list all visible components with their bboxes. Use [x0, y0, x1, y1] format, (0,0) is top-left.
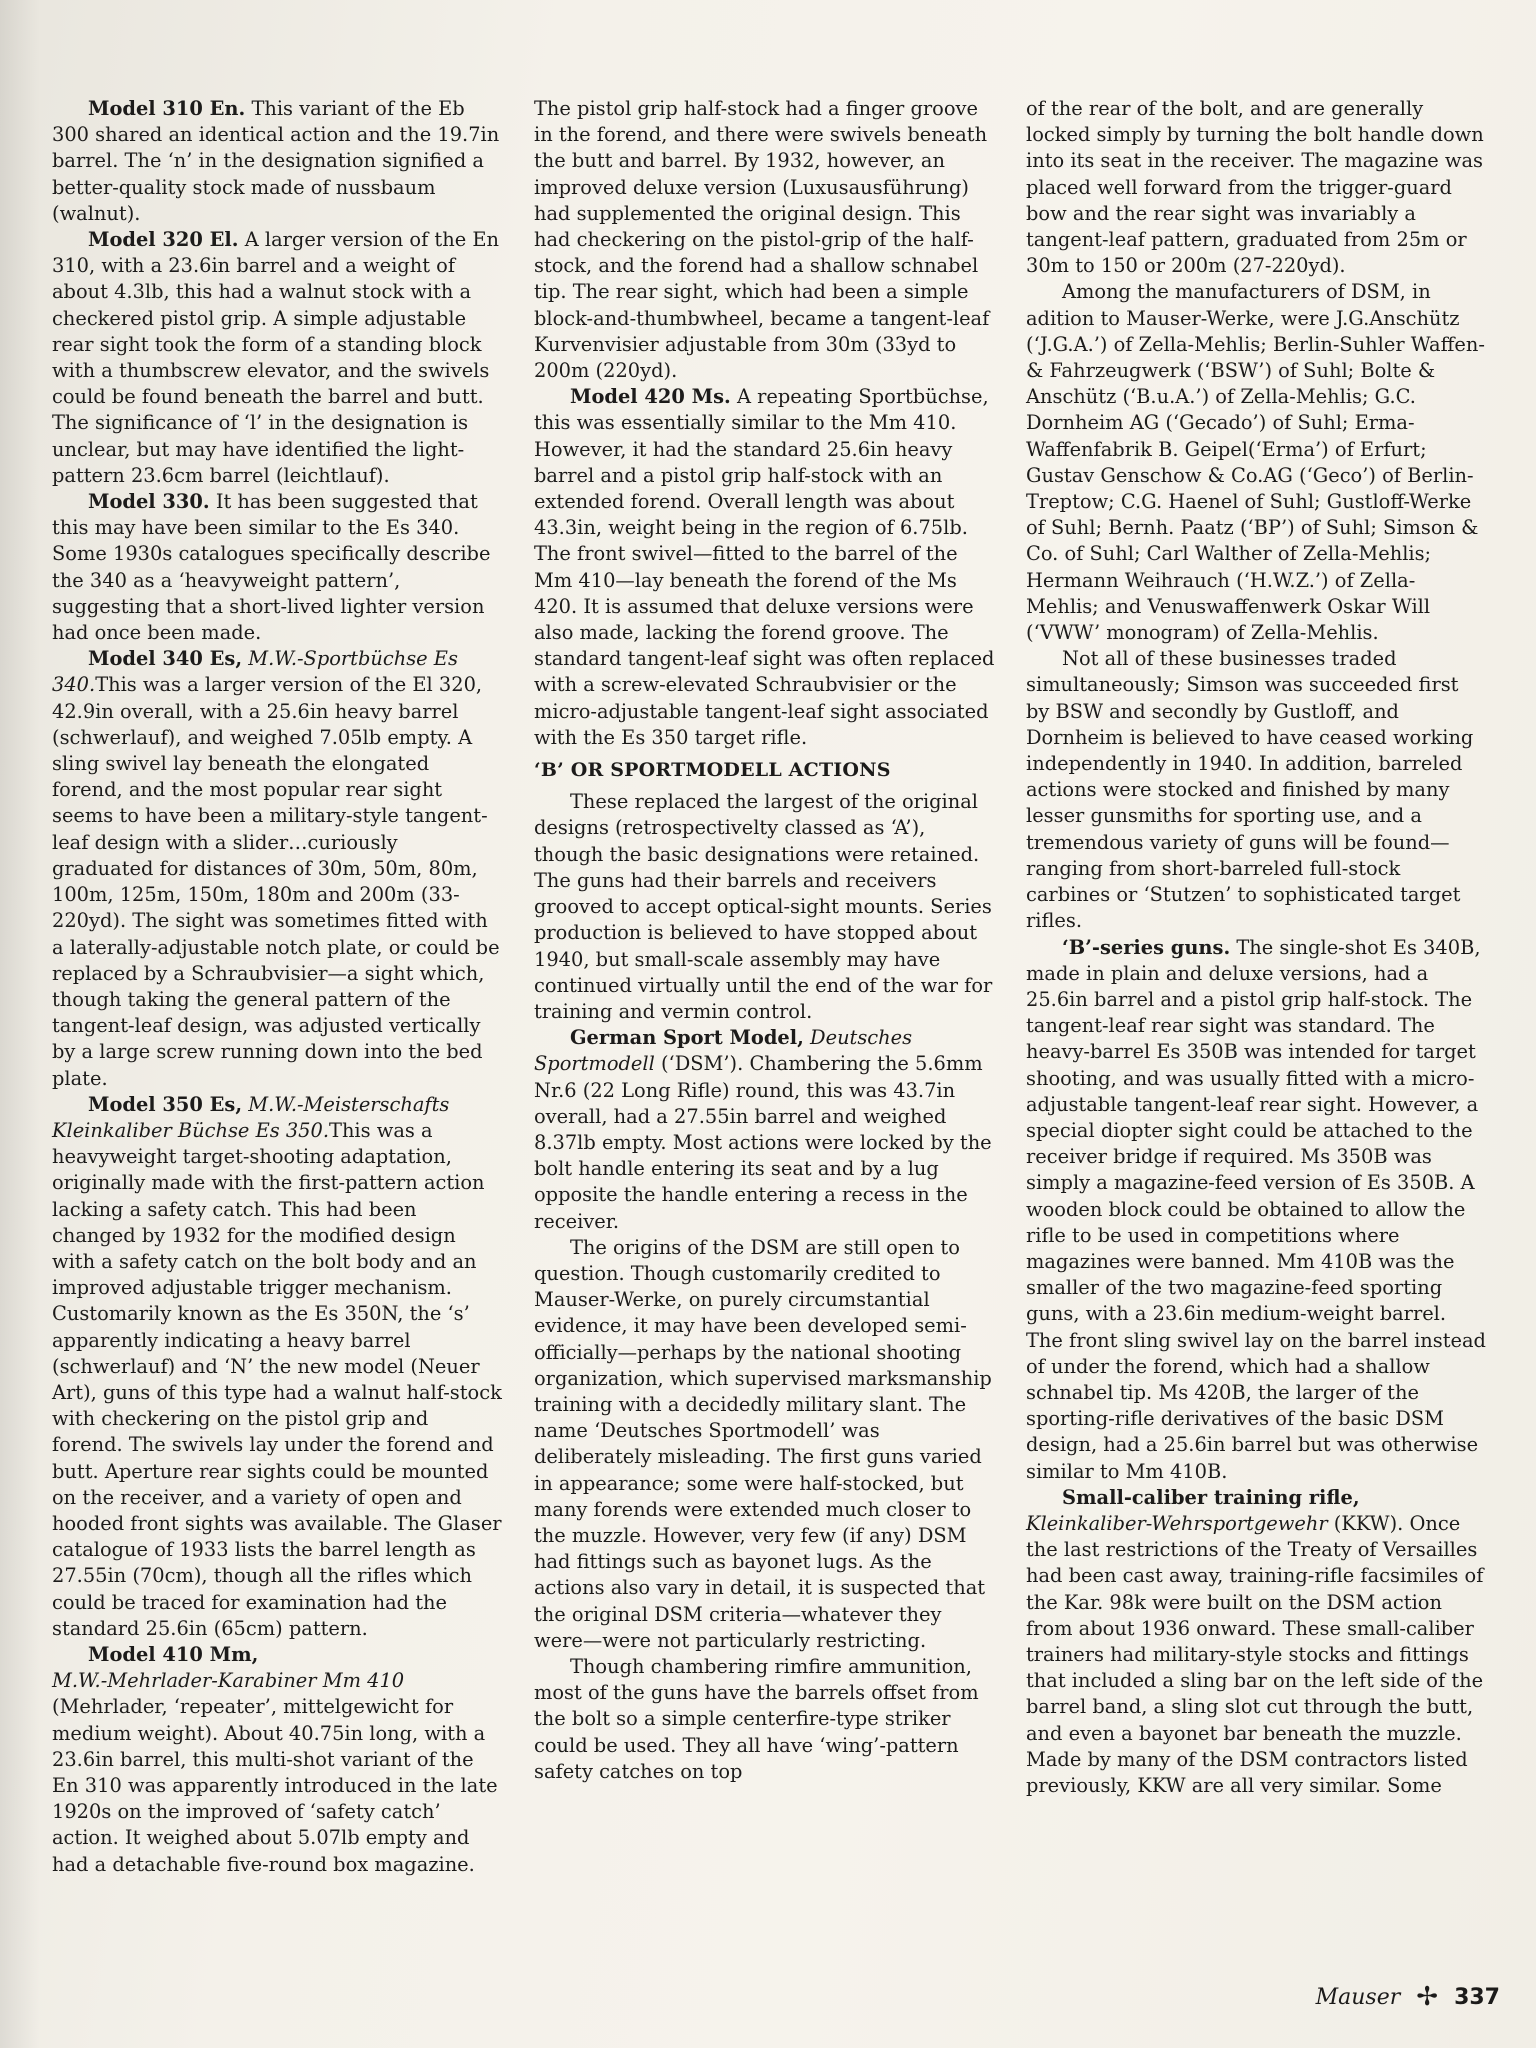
entry-kkw	[1026, 1485, 1486, 1799]
entry-heading: Model 310 En.	[88, 97, 246, 120]
page-footer	[1316, 1982, 1500, 2012]
entry-text: A larger version of the En 310, with a 23.6in barrel and a weight of about 4.3lb, this had a walnut stock with a checkered pistol grip. A simple adjustable rear sight took the form of a standing block with a thumbscrew elevator, and the swivels could be found beneath the barrel and butt. The significance of ‘l’ in the designation is unclear, but may have identified the light-pattern 23.6cm barrel (leichtlauf).	[52, 228, 499, 487]
cross-ornament-icon: ✢	[1416, 1982, 1439, 2012]
text-column-1	[52, 96, 504, 1878]
entry-model-420	[534, 384, 996, 751]
entry-german-sport-model	[534, 1025, 996, 1235]
entry-heading: Small-caliber training rifle,	[1062, 1485, 1360, 1509]
entry-heading: ‘B’-series guns.	[1062, 935, 1231, 959]
entry-heading: Model 320 El.	[88, 228, 239, 252]
entry-text: (‘DSM’). Chambering the 5.6mm Nr.6 (22 Long Rifle) round, this was 43.7in overall, had a 27.55in barrel and weighed 8.37lb empty. Most actions were locked by the bolt handle entering its seat and by a lug opposite the handle entering a recess in the receiver.	[534, 1052, 992, 1233]
entry-b-series	[1026, 935, 1486, 1485]
entry-heading: Model 330.	[88, 490, 210, 514]
entry-text: The single-shot Es 340B, made in plain and deluxe versions, had a 25.6in barrel and a pistol grip half-stock. The tangent-leaf rear sight was standard. The heavy-barrel Es 350B was intended for target shooting, and was usually fitted with a micro-adjustable tangent-leaf rear sight. However, a special diopter sight could be attached to the receiver bridge if required. Ms 350B was simply a magazine-feed version of Es 350B. A wooden block could be obtained to allow the rifle to be used in competitions where magazines were banned. Mm 410B was the smaller of the two magazine-feed sporting guns, with a 23.6in medium-weight barrel. The front sling swivel lay on the barrel instead of under the forend, which had a shallow schnabel tip. Ms 420B, the larger of the sporting-rifle derivatives of the basic DSM design, had a 25.6in barrel but was otherwise similar to Mm 410B.	[1026, 935, 1486, 1483]
entry-title: M.W.-Meisterschafts Kleinkaliber Büchse Es 350.	[52, 1092, 450, 1142]
text-column-3	[1026, 96, 1486, 1799]
entry-title: M.W.-Sportbüchse Es 340.	[52, 647, 458, 697]
entry-heading: Model 410 Mm,	[88, 1642, 259, 1666]
entry-heading: Model 340 Es,	[88, 647, 243, 671]
paragraph: These replaced the largest of the original designs (retrospectivelty classed as ‘A’), though the basic designations were retained. The guns had their barrels and receivers grooved to accept optical-sight mounts. Series production is believed to have stopped about 1940, but small-scale assembly may have continued virtually until the end of the war for training and vermin control.	[534, 790, 993, 1023]
section-heading: ‘B’ OR SPORTMODELL ACTIONS	[534, 759, 891, 782]
entry-text: A repeating Sportbüchse, this was essentially similar to the Mm 410. However, it had the standard 25.6in heavy barrel and a pistol grip half-stock with an extended forend. Overall length was about 43.3in, weight being in the region of 6.75lb. The front swivel—fitted to the barrel of the Mm 410—lay beneath the forend of the Ms 420. It is assumed that deluxe versions were also made, lacking the forend groove. The standard tangent-leaf sight was often replaced with a screw-elevated Schraubvisier or the micro-adjustable tangent-leaf sight associated with the Es 350 target rifle.	[534, 385, 995, 749]
entry-text: This was a heavyweight target-shooting adaptation, originally made with the first-pattern action lacking a safety catch. This had been changed by 1932 for the modified design with a safety catch on the bolt body and an improved adjustable trigger mechanism. Customarily known as the Es 350N, the ‘s’ apparently indicating a heavy barrel (schwerlauf) and ‘N’ the new model (Neuer Art), guns of this type had a walnut half-stock with checkering on the pistol grip and forend. The swivels lay under the forend and butt. Aperture rear sights could be mounted on the receiver, and a variety of open and hooded front sights was available. The Glaser catalogue of 1933 lists the barrel length as 27.55in (70cm), though all the rifles which could be traced for examination had the standard 25.6in (65cm) pattern.	[52, 1118, 502, 1640]
entry-model-340	[52, 646, 504, 1091]
entry-title: M.W.-Mehrlader-Karabiner Mm 410	[52, 1669, 405, 1693]
entry-model-330	[52, 489, 504, 646]
running-head: Mauser	[1315, 1984, 1401, 2010]
entry-model-310	[52, 96, 504, 227]
paragraph: Not all of these businesses traded simultaneously; Simson was succeeded first by BSW and secondly by Gustloff, and Dornheim is believed to have ceased working independently in 1940. In addition, barreled actions were stocked and finished by many lesser gunsmiths for sporting use, and a tremendous variety of guns will be found—ranging from short-barreled full-stock carbines or ‘Stutzen’ to sophisticated target rifles.	[1026, 647, 1474, 933]
entry-heading: Model 350 Es,	[88, 1092, 243, 1116]
entry-title: Kleinkaliber-Wehrsportgewehr	[1026, 1511, 1328, 1535]
entry-heading: German Sport Model,	[570, 1026, 804, 1050]
paragraph: The origins of the DSM are still open to question. Though customarily credited to Mauser-Werke, on purely circumstantial evidence, it may have been developed semi-officially—perhaps by the national shooting organization, which supervised marksmanship training with a decidedly military slant. The name ‘Deutsches Sportmodell’ was deliberately misleading. The first guns varied in appearance; some were half-stocked, but many forends were extended much closer to the muzzle. However, very few (if any) DSM had fittings such as bayonet lugs. As the actions also vary in detail, it is suspected that the original DSM criteria—whatever they were—were not particularly restricting.	[534, 1235, 992, 1652]
entry-text: This variant of the Eb 300 shared an identical action and the 19.7in barrel. The ‘n’ in the designation signified a better-quality stock made of nussbaum (walnut).	[52, 97, 500, 225]
entry-text: It has been suggested that this may have been similar to the Es 340. Some 1930s catalogues specifically describe the 340 as a ‘heavyweight pattern’, suggesting that a short-lived lighter version had once been made.	[52, 490, 491, 645]
paragraph: Among the manufacturers of DSM, in adition to Mauser-Werke, were J.G.Anschütz (‘J.G.A.’) of Zella-Mehlis; Berlin-Suhler Waffen- & Fahrzeugwerk (‘BSW’) of Suhl; Bolte & Anschütz (‘B.u.A.’) of Zella-Mehlis; G.C. Dornheim AG (‘Gecado’) of Suhl; Erma-Waffenfabrik B. Geipel(‘Erma’) of Erfurt; Gustav Genschow & Co.AG (‘Geco’) of Berlin-Treptow; C.G. Haenel of Suhl; Gustloff-Werke of Suhl; Bernh. Paatz (‘BP’) of Suhl; Simson & Co. of Suhl; Carl Walther of Zella-Mehlis; Hermann Weihrauch (‘H.W.Z.’) of Zella-Mehlis; and Venuswaffenwerk Oskar Will (‘VWW’ monogram) of Zella-Mehlis.	[1026, 280, 1485, 645]
entry-model-410	[52, 1642, 504, 1878]
paragraph-continued: of the rear of the bolt, and are generally locked simply by turning the bolt handle down into its seat in the receiver. The magazine was placed well forward from the trigger-guard bow and the rear sight was invariably a tangent-leaf pattern, graduated from 25m or 30m to 150 or 200m (27-220yd).	[1026, 97, 1484, 278]
text-column-2	[534, 96, 996, 1785]
entry-model-350	[52, 1092, 504, 1642]
entry-heading: Model 420 Ms.	[570, 385, 731, 409]
entry-text: (KKW). Once the last restrictions of the Treaty of Versailles had been cast away, training-rifle facsimiles of the Kar. 98k were built on the DSM action from about 1936 onward. These small-caliber trainers had military-style stocks and fittings that included a sling bar on the left side of the barrel band, a sling slot cut through the butt, and even a bayonet bar beneath the muzzle. Made by many of the DSM contractors listed previously, KKW are all very similar. Some	[1026, 1511, 1484, 1797]
entry-title: Deutsches Sportmodell	[534, 1026, 913, 1076]
paragraph: Though chambering rimfire ammunition, most of the guns have the barrels offset from the bolt so a simple centerfire-type striker could be used. They all have ‘wing’-pattern safety catches on top	[534, 1654, 979, 1783]
paragraph-continued: The pistol grip half-stock had a finger groove in the forend, and there were swivels beneath the butt and barrel. By 1932, however, an improved deluxe version (Luxusausführung) had supplemented the original design. This had checkering on the pistol-grip of the half-stock, and the forend had a shallow schnabel tip. The rear sight, which had been a simple block-and-thumbwheel, became a tangent-leaf Kurvenvisier adjustable from 30m (33yd to 200m (220yd).	[534, 97, 990, 383]
entry-model-320	[52, 227, 504, 489]
entry-text: (Mehrlader, ‘repeater’, mittelgewicht for medium weight). About 40.75in long, with a 23.6in barrel, this multi-shot variant of the En 310 was apparently introduced in the late 1920s on the improved of ‘safety catch’ action. It weighed about 5.07lb empty and had a detachable five-round box magazine.	[52, 1695, 498, 1876]
entry-text: This was a larger version of the El 320, 42.9in overall, with a 25.6in heavy barrel (schwerlauf), and weighed 7.05lb empty. A sling swivel lay beneath the elongated forend, and the most popular rear sight seems to have been a military-style tangent-leaf design with a slider…curiously graduated for distances of 30m, 50m, 80m, 100m, 125m, 150m, 180m and 200m (33-220yd). The sight was sometimes fitted with a laterally-adjustable notch plate, or could be replaced by a Schraubvisier—a sight which, though taking the general pattern of the tangent-leaf design, was adjusted vertically by a large screw running down into the bed plate.	[52, 673, 500, 1090]
page-gutter-shadow	[0, 0, 40, 2048]
page-number: 337	[1454, 1984, 1500, 2010]
